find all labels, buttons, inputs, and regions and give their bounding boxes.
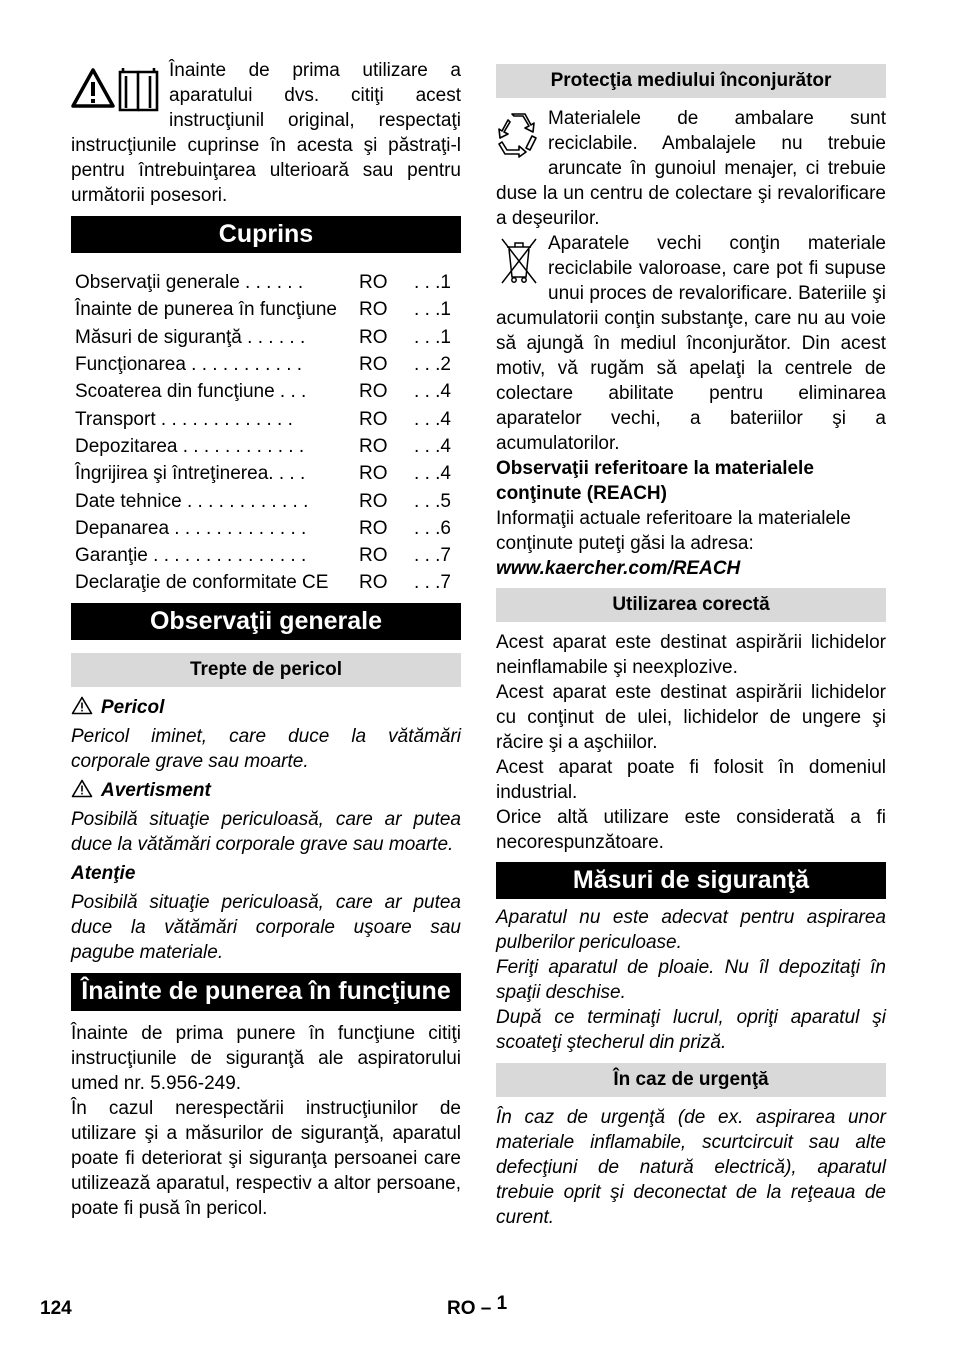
toc-page: . . .7 — [414, 545, 451, 567]
toc-page: . . .1 — [414, 299, 451, 321]
toc-lang: RO — [359, 272, 388, 294]
usage-paragraph: Acest aparat este destinat aspirării lichidelor cu conţinut de ulei, lichidelor de ungere şi răcire şi a aşchiilor. — [496, 682, 886, 753]
safety-paragraphs — [496, 905, 886, 1055]
toc-row[interactable] — [71, 378, 461, 405]
safety-paragraph: Feriţi aparatul de ploaie. Nu îl depozitaţi în spaţii deschise. — [496, 957, 886, 1003]
toc-lang: RO — [359, 517, 388, 539]
toc-lang: RO — [359, 463, 388, 485]
emergency-text: În caz de urgenţă (de ex. aspirarea unor materiale inflamabile, scurtcircuit sau alte defecţiuni de natură electrică), aparatul trebuie oprit şi deconectat de la reţeaua de curent. — [496, 1107, 886, 1228]
packaging-block — [496, 106, 886, 231]
atentie-label: Atenţie — [71, 862, 136, 884]
toc-title: Garanţie . . . . . . . . . . . . . . . — [75, 545, 307, 567]
toc-title: Înainte de punerea în funcţiune — [75, 299, 337, 321]
startup-paragraph-2: În cazul nerespectării instrucţiunilor de utilizare şi a măsurilor de siguranţă, aparatul poate fi deteriorat şi siguranţa persoanei care utilizează aparatul, respectiv a altor persoane, poate fi pusă în pericol. — [71, 1097, 461, 1219]
toc-heading: Cuprins — [71, 216, 461, 253]
startup-paragraph-1: Înainte de prima punere în funcţiune citiţi instrucţiunile de siguranţă ale aspiratorului umed nr. 5.956-249. — [71, 1022, 461, 1094]
footer-dash: – — [480, 1298, 492, 1319]
toc-lang: RO — [359, 572, 388, 594]
reach-link[interactable]: www.kaercher.com/REACH — [496, 558, 741, 579]
usage-paragraph: Acest aparat poate fi folosit în domeniul industrial. — [496, 757, 886, 803]
toc-title: Îngrijirea şi întreţinerea. . . . — [75, 463, 306, 485]
toc-page: . . .1 — [414, 326, 451, 348]
toc-lang: RO — [359, 490, 388, 512]
toc-row[interactable] — [71, 296, 461, 323]
crossed-bin-icon — [496, 233, 542, 287]
pericol-label-row — [71, 695, 461, 720]
warning-manual-icon — [71, 62, 163, 114]
avertisment-label: Avertisment — [101, 779, 211, 801]
toc-title: Declaraţie de conformitate CE — [75, 572, 329, 594]
usage-heading: Utilizarea corectă — [496, 588, 886, 622]
safety-paragraph: După ce terminaţi lucrul, opriţi aparatul şi scoateţi ştecherul din priză. — [496, 1007, 886, 1053]
old-devices-text: Aparatele vechi conţin materiale reciclabile valoroase, care pot fi supuse unui proces de revalorificare. Bateriile şi acumulatorii conţin substanţe, care nu au voie să ajungă în mediul înconjurător. Din acest motiv, vă rugăm să apelaţi la centrele de colectare abilitate pentru eliminarea aparatelor vechi, a bateriilor şi a acumulatorilor. — [496, 233, 886, 454]
recycle-icon — [496, 108, 542, 158]
reach-heading: Observaţii referitoare la materialele conţinute (REACH) — [496, 458, 814, 504]
toc-lang: RO — [359, 545, 388, 567]
page-number: 124 — [40, 1298, 72, 1319]
toc-page: . . .6 — [414, 517, 451, 539]
toc-page: . . .7 — [414, 572, 451, 594]
toc-table — [71, 269, 461, 597]
toc-row[interactable] — [71, 542, 461, 569]
hazard-levels-heading: Trepte de pericol — [71, 653, 461, 687]
toc-title: Măsuri de siguranţă . . . . . . — [75, 326, 306, 348]
toc-row[interactable] — [71, 324, 461, 351]
toc-lang: RO — [359, 299, 388, 321]
toc-page: . . .4 — [414, 435, 451, 457]
toc-row[interactable] — [71, 433, 461, 460]
intro-text: Înainte de prima utilizare a aparatului dvs. citiţi acest instrucţiunil original, respectaţi instrucţiunile cuprinse în acesta şi păstraţi-l pentru întrebuinţarea ulterioară sau pentru următorii posesori. — [71, 60, 461, 206]
footer-section-page: 1 — [496, 1293, 508, 1314]
general-heading: Observaţii generale — [71, 603, 461, 640]
left-column — [71, 58, 461, 1221]
toc-title: Transport . . . . . . . . . . . . . — [75, 408, 293, 430]
warning-triangle-icon — [73, 70, 113, 106]
toc-row[interactable] — [71, 269, 461, 296]
toc-row[interactable] — [71, 515, 461, 542]
toc-title: Funcţionarea . . . . . . . . . . . — [75, 354, 303, 376]
usage-paragraphs — [496, 630, 886, 855]
toc-lang: RO — [359, 381, 388, 403]
pericol-text: Pericol iminet, care duce la vătămări corporale grave sau moarte. — [71, 725, 461, 772]
startup-heading: Înainte de punerea în funcţiune — [71, 973, 461, 1011]
toc-lang: RO — [359, 435, 388, 457]
toc-row[interactable] — [71, 487, 461, 514]
pericol-label: Pericol — [101, 696, 165, 718]
toc-page: . . .4 — [414, 381, 451, 403]
environment-heading: Protecţia mediului înconjurător — [496, 64, 886, 98]
footer-section-label: RO — [447, 1298, 476, 1319]
toc-title: Observaţii generale . . . . . . — [75, 272, 304, 294]
toc-lang: RO — [359, 408, 388, 430]
emergency-heading: În caz de urgenţă — [496, 1063, 886, 1097]
intro-block — [71, 58, 461, 208]
toc-row[interactable] — [71, 351, 461, 378]
toc-page: . . .4 — [414, 408, 451, 430]
toc-title: Date tehnice . . . . . . . . . . . . — [75, 490, 309, 512]
danger-triangle-icon — [71, 696, 93, 715]
right-column — [496, 58, 886, 1230]
toc-title: Scoaterea din funcţiune . . . — [75, 381, 307, 403]
footer-section — [447, 1293, 508, 1320]
toc-page: . . .4 — [414, 463, 451, 485]
toc-row[interactable] — [71, 405, 461, 432]
toc-page: . . .2 — [414, 354, 451, 376]
toc-row[interactable] — [71, 460, 461, 487]
toc-row[interactable] — [71, 569, 461, 596]
manual-book-icon — [120, 68, 157, 110]
toc-page: . . .5 — [414, 490, 451, 512]
avertisment-text: Posibilă situaţie periculoasă, care ar putea duce la vătămări corporale grave sau moarte. — [71, 808, 461, 855]
packaging-text: Materialele de ambalare sunt reciclabile. Ambalajele nu trebuie aruncate în gunoiul menajer, ci trebuie duse la un centru de colectare şi revalorificare a deşeurilor. — [496, 108, 886, 229]
atentie-text: Posibilă situaţie periculoasă, care ar putea duce la vătămări corporale uşoare sau pagube materiale. — [71, 891, 461, 963]
toc-page: . . .1 — [414, 272, 451, 294]
toc-title: Depanarea . . . . . . . . . . . . . — [75, 517, 307, 539]
avertisment-label-row — [71, 778, 461, 803]
safety-paragraph: Aparatul nu este adecvat pentru aspirarea pulberilor periculoase. — [496, 907, 886, 953]
toc-lang: RO — [359, 326, 388, 348]
old-devices-block — [496, 231, 886, 456]
usage-paragraph: Orice altă utilizare este considerată a fi necorespunzătoare. — [496, 807, 886, 853]
usage-paragraph: Acest aparat este destinat aspirării lichidelor neinflamabile şi neexplozive. — [496, 632, 886, 678]
safety-heading: Măsuri de siguranţă — [496, 862, 886, 899]
toc-lang: RO — [359, 354, 388, 376]
reach-text: Informaţii actuale referitoare la materialele conţinute puteţi găsi la adresa: — [496, 508, 851, 554]
toc-title: Depozitarea . . . . . . . . . . . . — [75, 435, 305, 457]
warning-triangle-small-icon — [71, 779, 93, 798]
